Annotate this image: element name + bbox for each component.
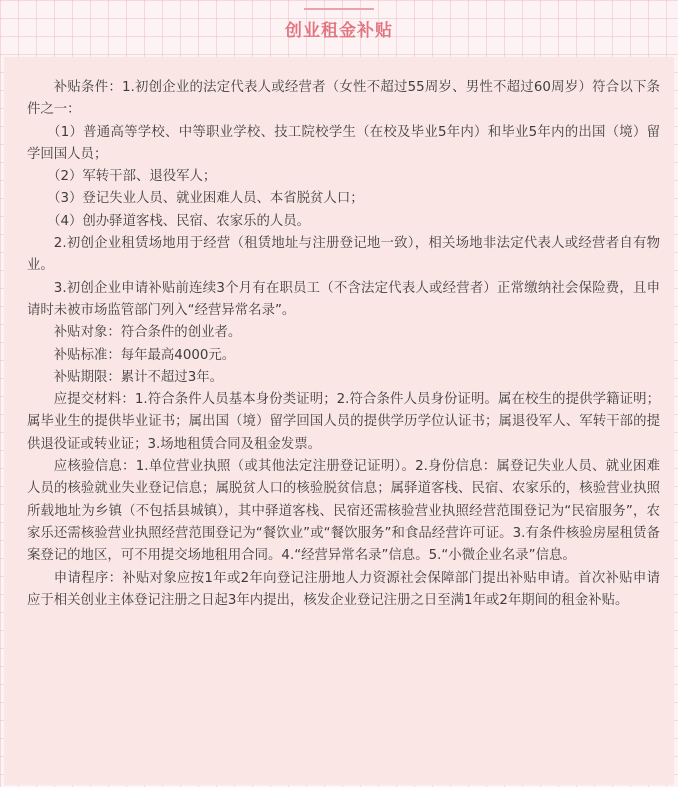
paragraph-condition-2: （2）军转干部、退役军人； (47, 169, 217, 185)
paragraph-condition-3: （3）登记失业人员、就业困难人员、本省脱贫人口； (47, 191, 364, 207)
paragraph-target: 补贴对象：符合条件的创业者。 (53, 325, 242, 341)
paragraph-condition-4: （4）创办驿道客栈、民宿、农家乐的人员。 (47, 213, 311, 229)
paragraph-materials: 应提交材料：1.符合条件人员基本身份类证明；2.符合条件人员身份证明。属在校生的提供学籍证明；属毕业生的提供毕业证书；属出国（境）留学回国人员的提供学历学位认证书；属退役军人、军转干部的提供退役证或转业证；3.场地租赁合同及租金发票。 (27, 392, 660, 452)
paragraph-employees: 3.初创企业申请补贴前连续3个月有在职员工（不含法定代表人或经营者）正常缴纳社会保险费，且申请时未被市场监管部门列入“经营异常名录”。 (27, 280, 660, 318)
content-panel (4, 57, 674, 785)
paragraph-condition-1: （1）普通高等学校、中等职业学校、技工院校学生（在校及毕业5年内）和毕业5年内的出国（境）留学回国人员； (27, 124, 660, 162)
paragraph-conditions: 补贴条件：1.初创企业的法定代表人或经营者（女性不超过55周岁、男性不超过60周岁）符合以下条件之一： (27, 80, 660, 118)
paragraph-standard: 补贴标准：每年最高4000元。 (53, 347, 236, 363)
paragraph-period: 补贴期限：累计不超过3年。 (53, 369, 224, 385)
paragraph-premises: 2.初创企业租赁场地用于经营（租赁地址与注册登记地一致），相关场地非法定代表人或经营者自有物业。 (27, 236, 660, 274)
paragraph-verification: 应核验信息：1.单位营业执照（或其他法定注册登记证明）。2.身份信息：属登记失业人员、就业困难人员的核验就业失业登记信息；属脱贫人口的核验脱贫信息；属驿道客栈、民宿、农家乐的，核验营业执照所载地址为乡镇（不包括县城镇），其中驿道客栈、民宿还需核验营业执照经营范围登记为“民宿服务”，农家乐还需核验营业执照经营范围登记为“餐饮业”或“餐饮服务”和食品经营许可证。3.有条件核验房屋租赁备案登记的地区，可不用提交场地租用合同。4.“经营异常名录”信息。5.“小微企业名录”信息。 (27, 459, 660, 564)
paragraph-procedure: 申请程序：补贴对象应按1年或2年向登记注册地人力资源社会保障部门提出补贴申请。首次补贴申请应于相关创业主体登记注册之日起3年内提出，核发企业登记注册之日至满1年或2年期间的租金补贴。 (27, 570, 660, 608)
title-divider (304, 8, 374, 10)
page-title: 创业租金补贴 (285, 21, 393, 41)
title-bar (0, 0, 678, 52)
